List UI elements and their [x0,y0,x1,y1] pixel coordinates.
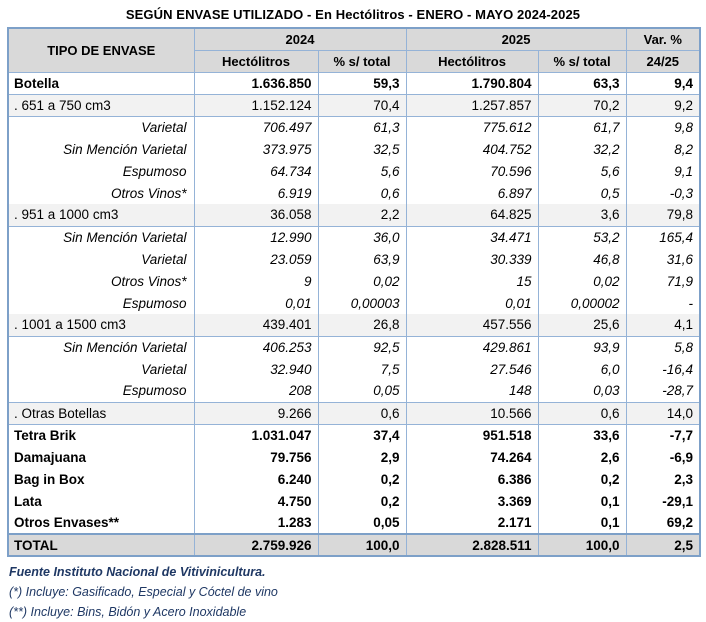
cell-var-pct: 79,8 [626,204,700,226]
cell-pct-total-2025: 0,2 [538,468,626,490]
col-header-var-years: 24/25 [626,50,700,72]
cell-pct-total-2025: 0,02 [538,270,626,292]
cell-pct-total-2024: 0,6 [318,182,406,204]
cell-hectolitros-2025: 70.596 [406,160,538,182]
cell-var-pct: -7,7 [626,424,700,446]
cell-pct-total-2024: 36,0 [318,226,406,248]
cell-hectolitros-2024: 12.990 [194,226,318,248]
table-row [8,292,700,314]
cell-pct-total-2024: 0,05 [318,380,406,402]
cell-hectolitros-2024: 32.940 [194,358,318,380]
cell-pct-total-2025: 32,2 [538,138,626,160]
table-row [8,138,700,160]
cell-pct-total-2024: 0,2 [318,490,406,512]
cell-var-pct: 9,1 [626,160,700,182]
cell-var-pct: 9,8 [626,116,700,138]
cell-pct-total-2025: 0,5 [538,182,626,204]
cell-pct-total-2025: 0,6 [538,402,626,424]
table-row [8,116,700,138]
cell-pct-total-2024: 0,2 [318,468,406,490]
cell-hectolitros-2024: 1.636.850 [194,72,318,94]
cell-hectolitros-2025: 404.752 [406,138,538,160]
cell-hectolitros-2024: 79.756 [194,446,318,468]
cell-var-pct: 31,6 [626,248,700,270]
col-header-tipo-de-envase: TIPO DE ENVASE [8,28,194,72]
cell-label: Damajuana [8,446,194,468]
cell-pct-total-2025: 63,3 [538,72,626,94]
cell-pct-total-2024: 2,9 [318,446,406,468]
table-row [8,182,700,204]
footnote-double-asterisk: (**) Incluye: Bins, Bidón y Acero Inoxidable [9,605,247,619]
page-title: SEGÚN ENVASE UTILIZADO - En Hectólitros - ENERO - MAYO 2024-2025 [125,7,581,22]
cell-hectolitros-2025: 10.566 [406,402,538,424]
cell-hectolitros-2024: 64.734 [194,160,318,182]
cell-pct-total-2025: 0,1 [538,512,626,534]
cell-pct-total-2024: 5,6 [318,160,406,182]
cell-hectolitros-2025: 3.369 [406,490,538,512]
table-row [8,314,700,336]
cell-hectolitros-2025: 775.612 [406,116,538,138]
col-header-hectolitros-2024: Hectólitros [194,50,318,72]
cell-hectolitros-2025: 27.546 [406,358,538,380]
cell-label: . 1001 a 1500 cm3 [8,314,194,336]
col-header-var-pct: Var. % [626,28,700,50]
cell-pct-total-2025: 0,03 [538,380,626,402]
cell-pct-total-2025: 5,6 [538,160,626,182]
header-row-years [8,28,700,50]
cell-var-pct: - [626,292,700,314]
cell-label: Varietal [8,358,194,380]
cell-label: Varietal [8,116,194,138]
cell-label: . Otras Botellas [8,402,194,424]
cell-hectolitros-2024: 9.266 [194,402,318,424]
table-row [8,270,700,292]
table-row [8,226,700,248]
cell-var-pct: 69,2 [626,512,700,534]
col-header-pct-total-2025: % s/ total [538,50,626,72]
cell-label: TOTAL [8,534,194,556]
cell-pct-total-2024: 0,6 [318,402,406,424]
cell-label: Tetra Brik [8,424,194,446]
table-row [8,380,700,402]
cell-pct-total-2025: 53,2 [538,226,626,248]
table-row [8,94,700,116]
cell-pct-total-2025: 3,6 [538,204,626,226]
cell-var-pct: -28,7 [626,380,700,402]
envase-table [7,27,701,557]
cell-pct-total-2025: 61,7 [538,116,626,138]
table-row [8,336,700,358]
cell-hectolitros-2025: 951.518 [406,424,538,446]
cell-var-pct: 9,2 [626,94,700,116]
cell-var-pct: 9,4 [626,72,700,94]
footnote-asterisk: (*) Incluye: Gasificado, Especial y Cóctel de vino [9,585,278,599]
table-row [8,468,700,490]
col-header-pct-total-2024: % s/ total [318,50,406,72]
table-row [8,204,700,226]
table-row [8,160,700,182]
cell-pct-total-2025: 46,8 [538,248,626,270]
cell-label: Botella [8,72,194,94]
cell-pct-total-2024: 0,02 [318,270,406,292]
cell-pct-total-2025: 70,2 [538,94,626,116]
cell-hectolitros-2024: 1.152.124 [194,94,318,116]
cell-pct-total-2024: 63,9 [318,248,406,270]
cell-hectolitros-2024: 706.497 [194,116,318,138]
cell-pct-total-2024: 59,3 [318,72,406,94]
cell-pct-total-2024: 7,5 [318,358,406,380]
cell-hectolitros-2024: 4.750 [194,490,318,512]
table-row [8,402,700,424]
table-row [8,512,700,534]
cell-pct-total-2024: 92,5 [318,336,406,358]
cell-label: Espumoso [8,292,194,314]
cell-hectolitros-2025: 1.257.857 [406,94,538,116]
cell-var-pct: 8,2 [626,138,700,160]
cell-label: Sin Mención Varietal [8,336,194,358]
cell-pct-total-2025: 93,9 [538,336,626,358]
cell-label: Otros Vinos* [8,270,194,292]
cell-pct-total-2025: 33,6 [538,424,626,446]
cell-hectolitros-2024: 1.283 [194,512,318,534]
cell-pct-total-2025: 0,00002 [538,292,626,314]
cell-hectolitros-2025: 34.471 [406,226,538,248]
cell-hectolitros-2024: 406.253 [194,336,318,358]
cell-hectolitros-2025: 2.171 [406,512,538,534]
cell-hectolitros-2024: 6.919 [194,182,318,204]
cell-label: Espumoso [8,380,194,402]
cell-pct-total-2024: 37,4 [318,424,406,446]
cell-hectolitros-2025: 148 [406,380,538,402]
cell-hectolitros-2024: 439.401 [194,314,318,336]
table-row [8,248,700,270]
cell-var-pct: -16,4 [626,358,700,380]
cell-hectolitros-2024: 9 [194,270,318,292]
cell-label: . 951 a 1000 cm3 [8,204,194,226]
cell-label: Bag in Box [8,468,194,490]
table-row [8,534,700,556]
cell-pct-total-2024: 32,5 [318,138,406,160]
cell-pct-total-2024: 0,00003 [318,292,406,314]
cell-hectolitros-2025: 6.386 [406,468,538,490]
cell-pct-total-2025: 100,0 [538,534,626,556]
cell-var-pct: 165,4 [626,226,700,248]
cell-label: Sin Mención Varietal [8,226,194,248]
cell-label: Otros Envases** [8,512,194,534]
cell-pct-total-2025: 6,0 [538,358,626,380]
cell-hectolitros-2024: 373.975 [194,138,318,160]
cell-pct-total-2024: 26,8 [318,314,406,336]
cell-pct-total-2025: 0,1 [538,490,626,512]
cell-pct-total-2025: 2,6 [538,446,626,468]
cell-hectolitros-2025: 64.825 [406,204,538,226]
cell-var-pct: -6,9 [626,446,700,468]
cell-hectolitros-2025: 1.790.804 [406,72,538,94]
table-row [8,446,700,468]
cell-label: . 651 a 750 cm3 [8,94,194,116]
cell-var-pct: 14,0 [626,402,700,424]
table-body [8,72,700,556]
cell-label: Espumoso [8,160,194,182]
cell-pct-total-2024: 61,3 [318,116,406,138]
cell-pct-total-2024: 0,05 [318,512,406,534]
cell-hectolitros-2024: 2.759.926 [194,534,318,556]
cell-label: Lata [8,490,194,512]
cell-pct-total-2025: 25,6 [538,314,626,336]
cell-hectolitros-2025: 457.556 [406,314,538,336]
table-row [8,490,700,512]
cell-hectolitros-2025: 30.339 [406,248,538,270]
cell-var-pct: 2,5 [626,534,700,556]
cell-label: Sin Mención Varietal [8,138,194,160]
cell-label: Otros Vinos* [8,182,194,204]
cell-hectolitros-2024: 23.059 [194,248,318,270]
cell-hectolitros-2025: 6.897 [406,182,538,204]
col-header-2025: 2025 [406,28,626,50]
table-row [8,424,700,446]
cell-hectolitros-2024: 36.058 [194,204,318,226]
cell-label: Varietal [8,248,194,270]
cell-hectolitros-2025: 74.264 [406,446,538,468]
cell-hectolitros-2025: 0,01 [406,292,538,314]
table-row [8,72,700,94]
col-header-hectolitros-2025: Hectólitros [406,50,538,72]
cell-hectolitros-2024: 0,01 [194,292,318,314]
cell-hectolitros-2024: 6.240 [194,468,318,490]
cell-hectolitros-2025: 15 [406,270,538,292]
footnotes [9,562,699,622]
table-header [8,28,700,72]
cell-pct-total-2024: 2,2 [318,204,406,226]
source-note: Fuente Instituto Nacional de Vitivinicultura. [9,565,266,579]
cell-hectolitros-2024: 1.031.047 [194,424,318,446]
cell-pct-total-2024: 100,0 [318,534,406,556]
cell-var-pct: -0,3 [626,182,700,204]
cell-var-pct: 4,1 [626,314,700,336]
table-row [8,358,700,380]
cell-var-pct: 5,8 [626,336,700,358]
cell-pct-total-2024: 70,4 [318,94,406,116]
cell-hectolitros-2025: 2.828.511 [406,534,538,556]
col-header-2024: 2024 [194,28,406,50]
cell-hectolitros-2025: 429.861 [406,336,538,358]
cell-var-pct: 71,9 [626,270,700,292]
cell-hectolitros-2024: 208 [194,380,318,402]
cell-var-pct: -29,1 [626,490,700,512]
cell-var-pct: 2,3 [626,468,700,490]
